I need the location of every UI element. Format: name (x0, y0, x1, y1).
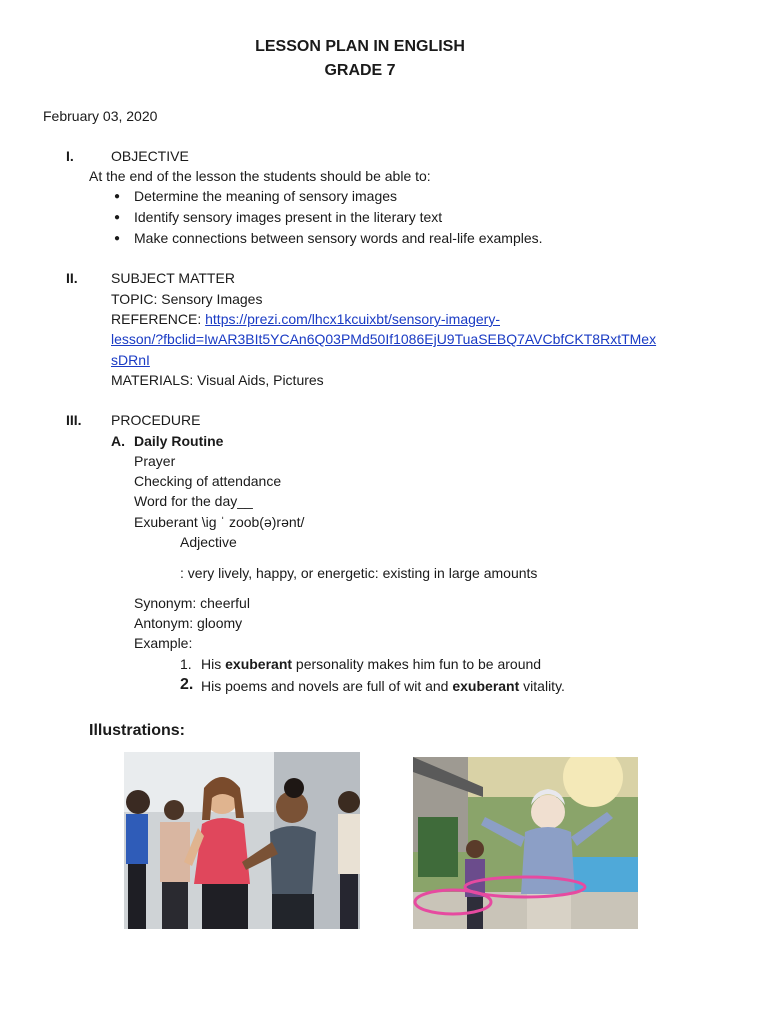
routine-line: Checking of attendance (134, 473, 282, 489)
objective-item: Make connections between sensory words and real-life examples. (134, 230, 543, 246)
part-of-speech: Adjective (180, 534, 237, 550)
objective-item: Determine the meaning of sensory images (134, 188, 398, 204)
synonym: Synonym: cheerful (134, 595, 250, 611)
dance-fitness-photo (124, 752, 360, 929)
document-title: LESSON PLAN IN ENGLISH (255, 38, 465, 55)
objective-intro: At the end of the lesson the students should be able to: (89, 168, 431, 184)
bullet-icon: ● (114, 212, 121, 223)
example-text: vitality. (519, 678, 565, 694)
reference-label: REFERENCE: (111, 311, 206, 327)
word-of-the-day: Exuberant \ig ˈ zoob(ə)rənt/ (134, 514, 305, 530)
reference-link[interactable]: sDRnI (111, 352, 150, 368)
definition: : very lively, happy, or energetic: existing in large amounts (180, 565, 538, 581)
topic-line: TOPIC: Sensory Images (111, 291, 263, 307)
section-numeral-subject-matter: II. (66, 270, 78, 286)
example-text: His poems and novels are full of wit and (201, 678, 453, 694)
section-numeral-procedure: III. (66, 412, 82, 428)
routine-line: Prayer (134, 453, 176, 469)
materials-line: MATERIALS: Visual Aids, Pictures (111, 372, 324, 388)
bullet-icon: ● (114, 191, 121, 202)
document-date: February 03, 2020 (43, 108, 158, 124)
objective-item: Identify sensory images present in the literary text (134, 209, 443, 225)
example-label: Example: (134, 635, 193, 651)
hula-hoop-photo (413, 757, 638, 929)
subsection-letter: A. (111, 433, 125, 449)
example-text: His (201, 656, 226, 672)
section-numeral-objective: I. (66, 148, 74, 164)
section-heading-subject-matter: SUBJECT MATTER (111, 270, 235, 286)
bullet-icon: ● (114, 233, 121, 244)
example-item (201, 656, 541, 672)
example-keyword: exuberant (225, 656, 293, 672)
example-text: personality makes him fun to be around (292, 656, 542, 672)
example-number: 1. (180, 656, 192, 672)
section-heading-procedure: PROCEDURE (111, 412, 201, 428)
reference-link[interactable]: lesson/?fbclid=IwAR3BIt5YCAn6Q03PMd50If1086EjU9TuaSEBQ7AVCbfCKT8RxtTMex (111, 331, 657, 347)
routine-line: Word for the day__ (134, 493, 253, 509)
section-heading-objective: OBJECTIVE (111, 148, 189, 164)
subsection-heading: Daily Routine (134, 433, 224, 449)
illustrations-heading: Illustrations: (89, 722, 186, 739)
reference-line (111, 311, 500, 327)
example-keyword: exuberant (452, 678, 520, 694)
reference-link[interactable]: https://prezi.com/lhcx1kcuixbt/sensory-imagery- (205, 311, 500, 327)
document-subtitle: GRADE 7 (324, 62, 396, 79)
example-item (201, 678, 565, 694)
antonym: Antonym: gloomy (134, 615, 243, 631)
example-number: 2. (180, 676, 194, 693)
